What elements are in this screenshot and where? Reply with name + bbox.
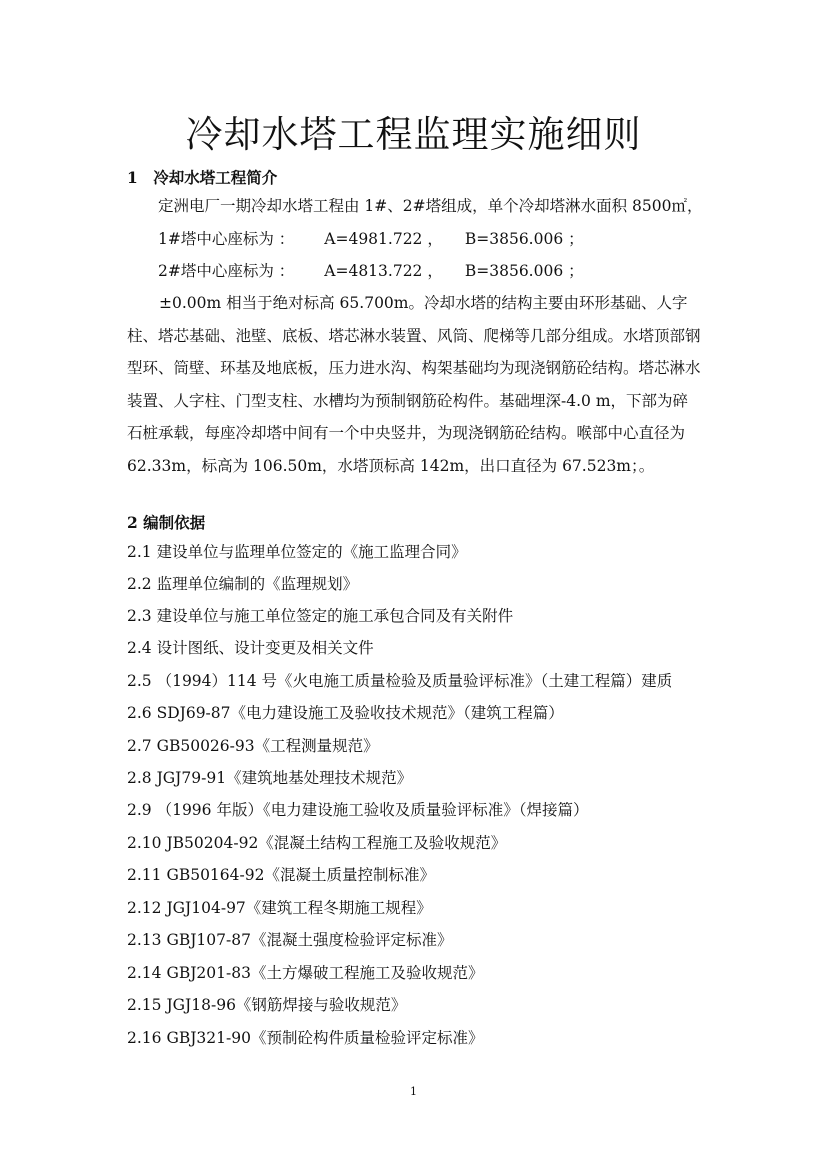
tower-1-b: B=3856.006 ；: [464, 230, 584, 248]
tower-2-coordinates: [158, 260, 584, 282]
structure-description: ±0.00m 相当于绝对标高 65.700m。冷却水塔的结构主要由环形基础、人字柱、塔芯基础、池壁、底板、塔芯淋水装置、风筒、爬梯等几部分组成。水塔顶部钢型环、筒壁、环基及地底板，压力进水沟、构架基础均为现浇钢筋砼结构。塔芯淋水装置、人字柱、门型支柱、水槽均为预制钢筋砼构件。基础埋深-4.0 m，下部为碎石桩承载，每座冷却塔中间有一个中央竖井，为现浇钢筋砼结构。喉部中心直径为 62.33m，标高为 106.50m，水塔顶标高 142m，出口直径为 67.523m；。: [127, 294, 701, 475]
reference-item: 2.5 （1994）114 号《火电施工质量检验及质量验评标准》（土建工程篇）建质: [127, 672, 673, 690]
reference-item: 2.6 SDJ69-87《电力建设施工及验收技术规范》（建筑工程篇）: [127, 704, 564, 722]
reference-item: 2.10 JB50204-92《混凝土结构工程施工及验收规范》: [127, 834, 507, 852]
tower-1-label: 1#塔中心座标为 ：: [158, 230, 295, 248]
tower-1-a: A=4981.722 ，: [324, 230, 443, 248]
page-number: 1: [410, 1085, 417, 1098]
reference-item: 2.4 设计图纸、设计变更及相关文件: [127, 639, 374, 657]
reference-item: 2.15 JGJ18-96《钢筋焊接与验收规范》: [127, 996, 407, 1014]
reference-item: 2.2 监理单位编制的《监理规划》: [127, 575, 359, 593]
reference-item: 2.16 GBJ321-90《预制砼构件质量检验评定标准》: [127, 1029, 484, 1047]
tower-2-b: B=3856.006 ；: [464, 262, 584, 280]
tower-2-a: A=4813.722 ，: [324, 262, 443, 280]
tower-2-label: 2#塔中心座标为 ：: [158, 262, 295, 280]
intro-paragraph: 定洲电厂一期冷却水塔工程由 1#、2#塔组成，单个冷却塔淋水面积 8500㎡，: [158, 197, 703, 215]
reference-item: 2.12 JGJ104-97《建筑工程冬期施工规程》: [127, 899, 432, 917]
section-1-heading: 1 冷却水塔工程简介: [127, 168, 278, 187]
reference-item: 2.7 GB50026-93《工程测量规范》: [127, 737, 379, 755]
tower-1-coordinates: [158, 228, 584, 250]
reference-item: 2.13 GBJ107-87《混凝土强度检验评定标准》: [127, 931, 453, 949]
page-title: 冷却水塔工程监理实施细则: [185, 113, 642, 156]
section-2-heading: 2 编制依据: [127, 513, 206, 532]
reference-item: 2.11 GB50164-92《混凝土质量控制标准》: [127, 866, 435, 884]
reference-item: 2.3 建设单位与施工单位签定的施工承包合同及有关附件: [127, 607, 514, 625]
reference-item: 2.8 JGJ79-91《建筑地基处理技术规范》: [127, 769, 413, 787]
reference-item: 2.14 GBJ201-83《土方爆破工程施工及验收规范》: [127, 964, 484, 982]
reference-item: 2.1 建设单位与监理单位签定的《施工监理合同》: [127, 543, 467, 561]
reference-item: 2.9 （1996 年版）《电力建设施工验收及质量验评标准》（焊接篇）: [127, 801, 589, 819]
